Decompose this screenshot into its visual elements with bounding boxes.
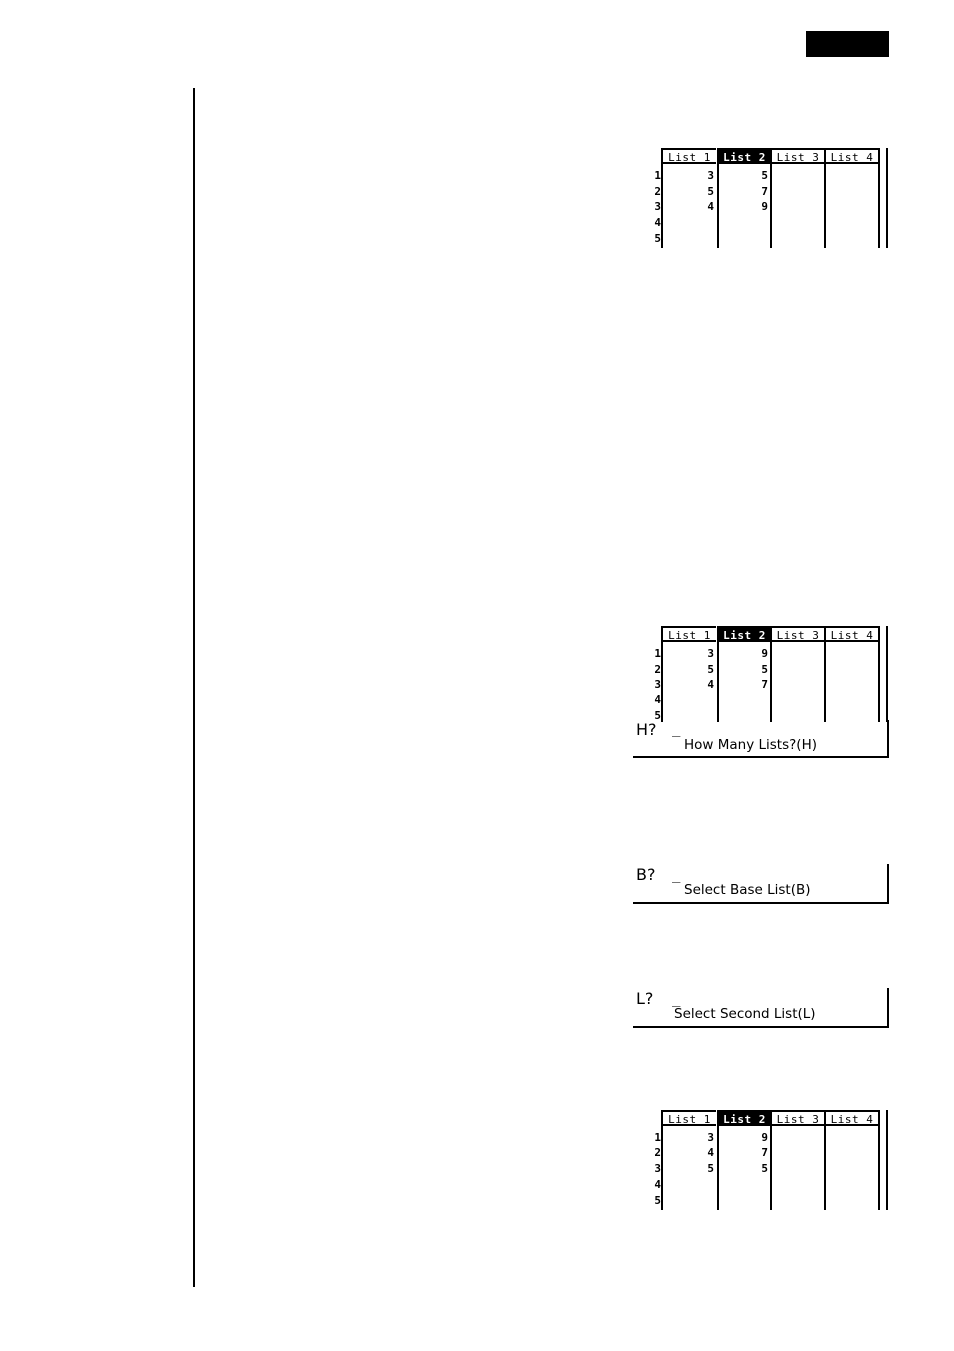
header-list-4: List 4: [826, 626, 878, 642]
header-list-3: List 3: [772, 1110, 824, 1126]
cell-list2: 9: [761, 1131, 768, 1144]
header-list-4: List 4: [826, 148, 878, 164]
screen-frame: [887, 988, 889, 1028]
row-number: 1: [654, 647, 661, 660]
calc-screen-1: [633, 148, 889, 248]
header-list-3: List 3: [772, 148, 824, 164]
header-list-4: List 4: [826, 1110, 878, 1126]
cell-list2: 9: [761, 647, 768, 660]
prompt-label: H?: [636, 720, 657, 739]
cell-list2: 7: [761, 1146, 768, 1159]
input-cursor[interactable]: _: [672, 991, 681, 1007]
screen-frame: [633, 1026, 889, 1028]
header-row: [633, 1110, 889, 1126]
prompt-b: [633, 864, 889, 904]
page-tab-marker: [806, 31, 889, 57]
cell-list1: 5: [707, 1162, 714, 1175]
row-number: 4: [654, 216, 661, 229]
row-number: 5: [654, 232, 661, 245]
prompt-h: [633, 720, 889, 758]
screen-frame: [633, 902, 889, 904]
cell-list2: 5: [761, 1162, 768, 1175]
prompt-message: Select Base List(B): [684, 882, 811, 898]
header-list-3: List 3: [772, 626, 824, 642]
calc-screen-2: [633, 626, 889, 758]
calc-screen-4: [633, 988, 889, 1028]
prompt-label: L?: [636, 989, 654, 1008]
screen-frame: [633, 756, 889, 758]
row-number: 1: [654, 169, 661, 182]
calc-screen-3: [633, 864, 889, 904]
cell-list2: 7: [761, 678, 768, 691]
prompt-label: B?: [636, 865, 656, 884]
header-list-2: List 2: [719, 148, 770, 164]
header-row: [633, 626, 889, 642]
row-number: 1: [654, 1131, 661, 1144]
cell-list1: 4: [707, 200, 714, 213]
cell-list2: 5: [761, 663, 768, 676]
cell-list1: 4: [707, 678, 714, 691]
row-number: 3: [654, 678, 661, 691]
cell-list2: 9: [761, 200, 768, 213]
cell-list1: 4: [707, 1146, 714, 1159]
screen-frame: [887, 864, 889, 904]
cell-list1: 3: [707, 169, 714, 182]
row-number: 5: [654, 1194, 661, 1207]
row-number: 3: [654, 200, 661, 213]
row-number: 3: [654, 1162, 661, 1175]
header-row: [633, 148, 889, 164]
input-cursor[interactable]: _: [672, 867, 681, 883]
prompt-l: [633, 988, 889, 1028]
cell-list2: 5: [761, 169, 768, 182]
header-list-2: List 2: [719, 1110, 770, 1126]
calc-screen-5: [633, 1110, 889, 1210]
row-number: 2: [654, 663, 661, 676]
cell-list1: 5: [707, 663, 714, 676]
header-list-1: List 1: [663, 1110, 716, 1126]
cell-list1: 3: [707, 647, 714, 660]
header-list-1: List 1: [663, 626, 716, 642]
input-cursor[interactable]: _: [672, 721, 681, 737]
screen-frame: [887, 720, 889, 758]
row-number: 2: [654, 185, 661, 198]
row-number: 4: [654, 693, 661, 706]
row-number: 2: [654, 1146, 661, 1159]
header-list-1: List 1: [663, 148, 716, 164]
header-list-2: List 2: [719, 626, 770, 642]
prompt-message: Select Second List(L): [674, 1006, 816, 1022]
row-number: 5: [654, 709, 661, 722]
cell-list2: 7: [761, 185, 768, 198]
cell-list1: 5: [707, 185, 714, 198]
cell-list1: 3: [707, 1131, 714, 1144]
prompt-message: How Many Lists?(H): [684, 737, 817, 753]
margin-rule: [193, 88, 195, 1287]
row-number: 4: [654, 1178, 661, 1191]
